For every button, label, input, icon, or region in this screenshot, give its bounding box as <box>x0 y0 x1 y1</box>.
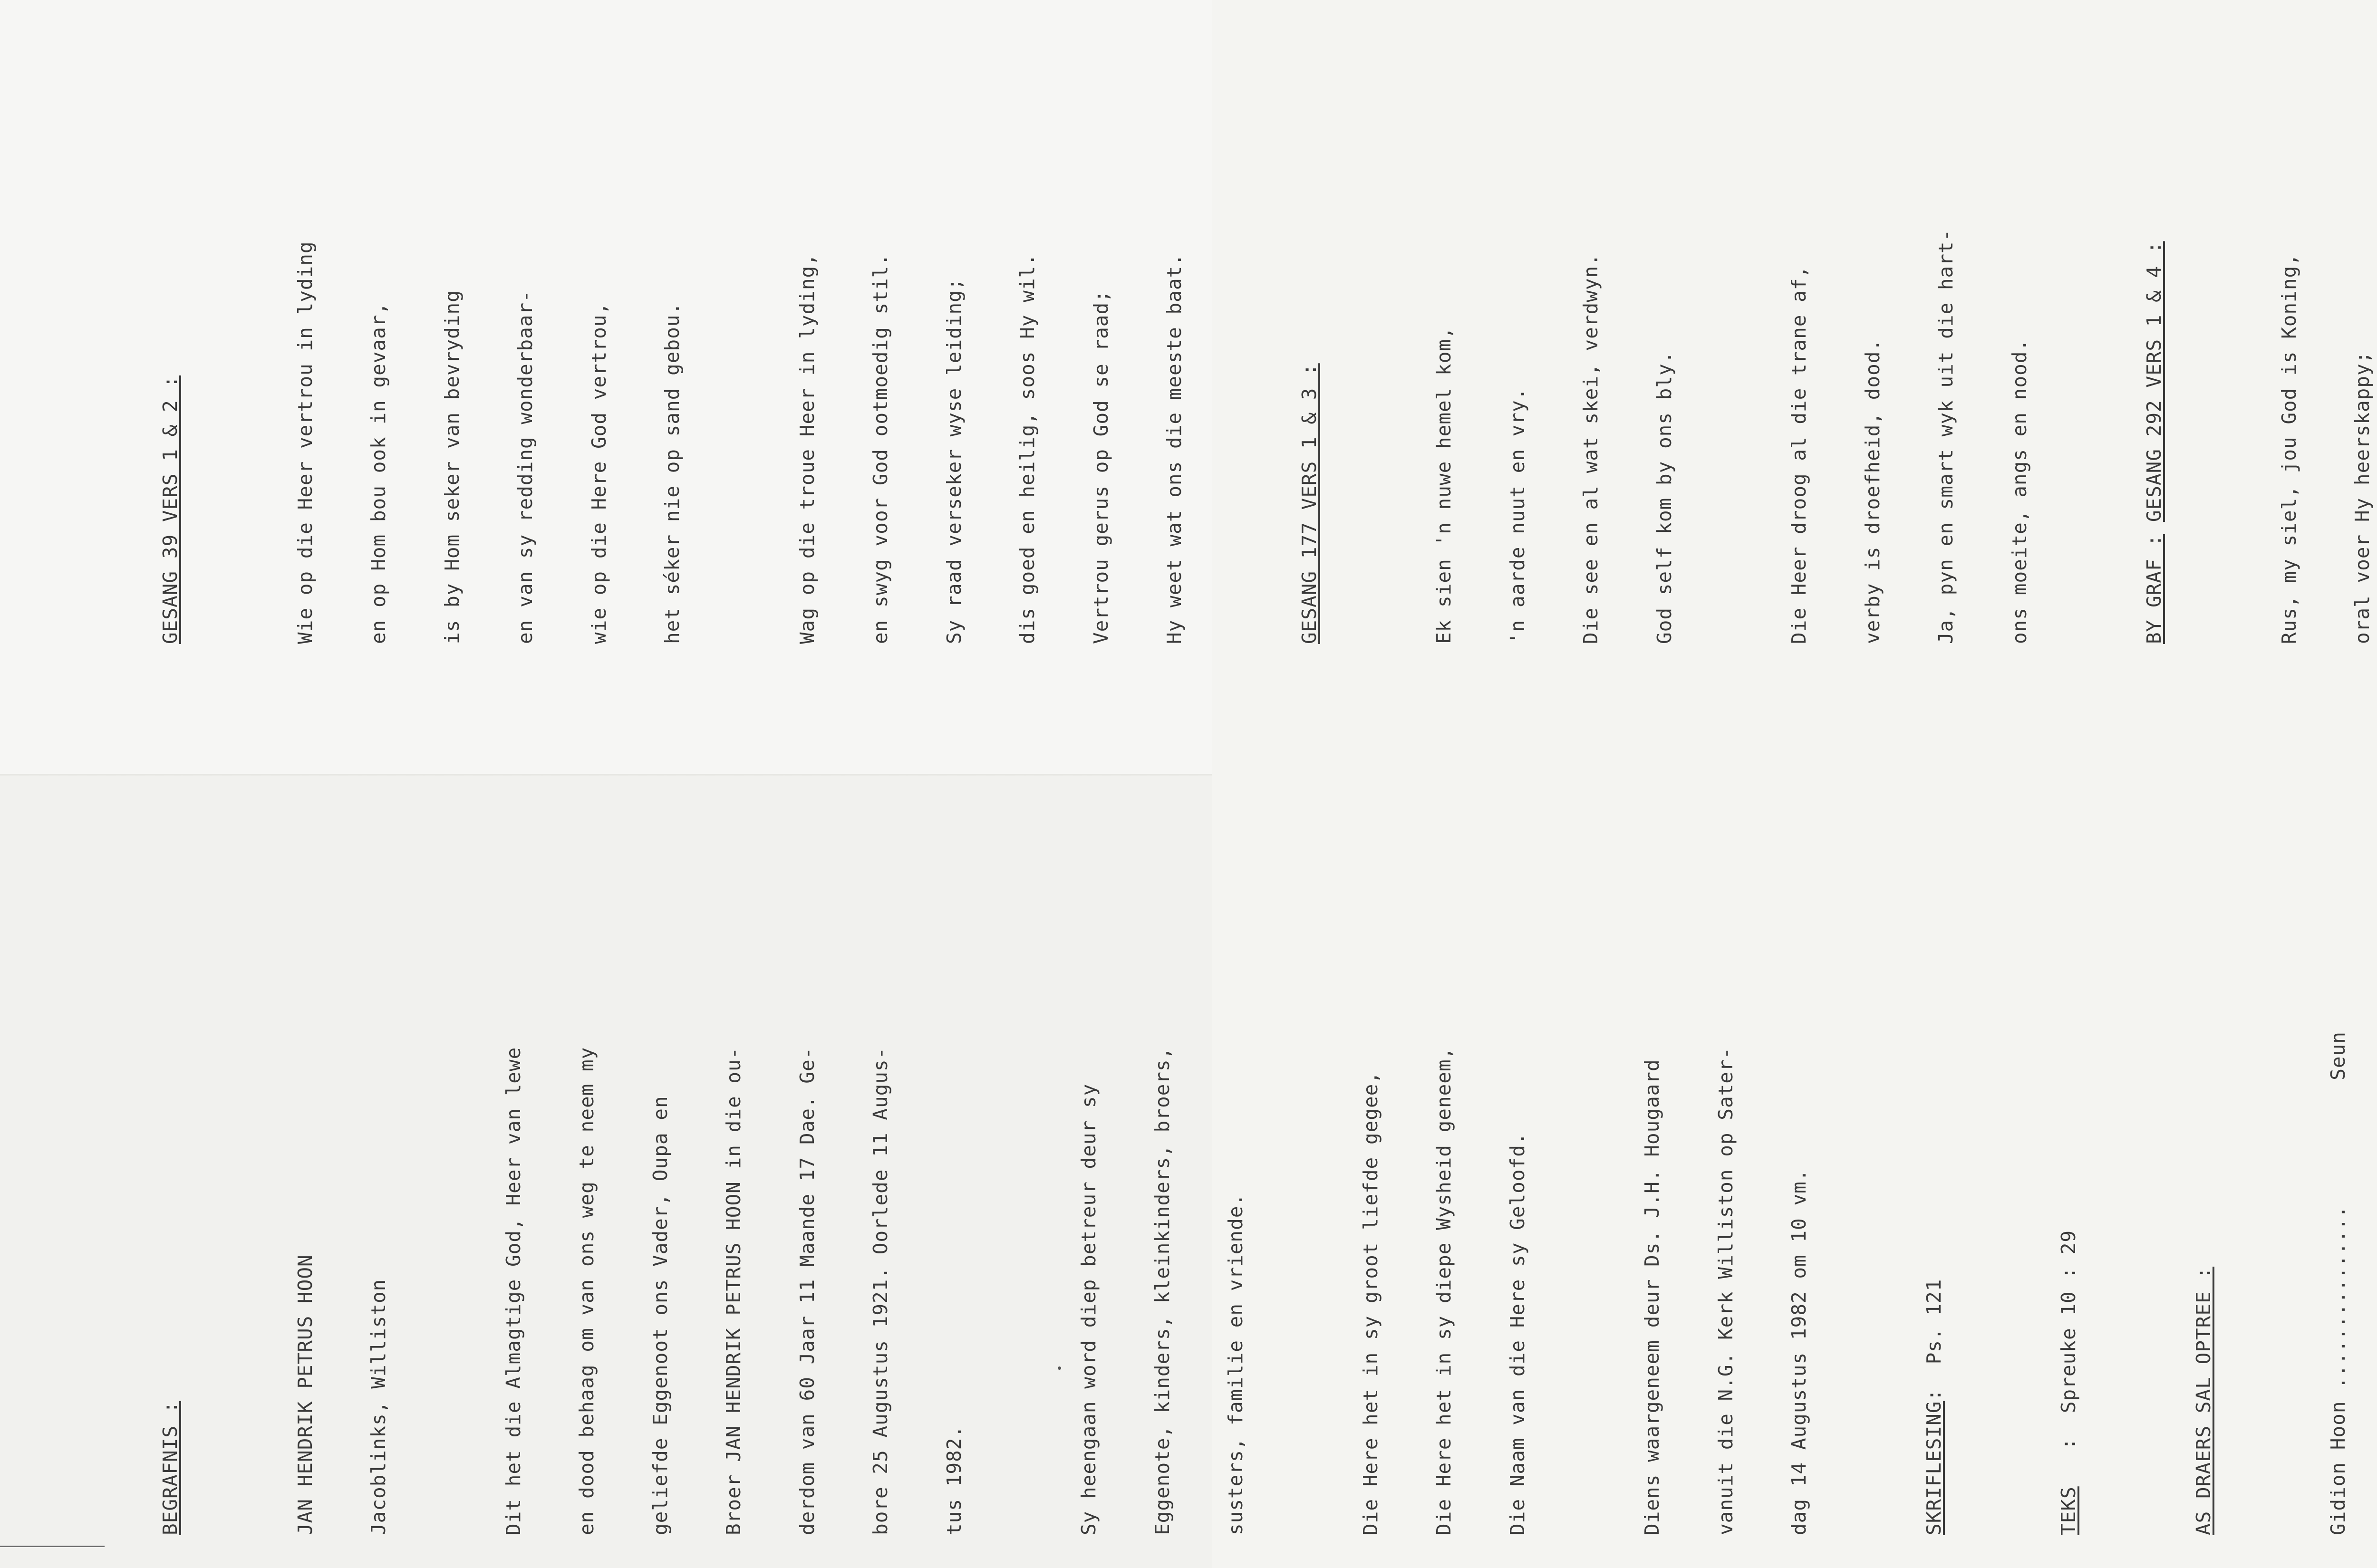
intro-line: bore 25 Augustus 1921. Oorlede 11 Augus- <box>869 1047 892 1535</box>
hymn2-heading: GESANG 177 VERS 1 & 3 : <box>1297 363 1321 644</box>
skriflesing-line <box>1922 846 1947 1535</box>
mourn-line: susters, familie en vriende. <box>1224 1193 1247 1535</box>
hymn-line: het séker nie op sand gebou. <box>661 302 684 644</box>
hymn-line: Ek sien 'n nuwe hemel kom, <box>1432 327 1455 644</box>
draers-heading: AS DRAERS SAL OPTREE : <box>2192 1266 2215 1535</box>
faith-line: Die Here het in sy diepe Wysheid geneem, <box>1432 1047 1455 1535</box>
funeral-notice <box>109 846 2349 1535</box>
hymn-line: Ja, pyn en smart wyk uit die hart- <box>1934 229 1957 644</box>
intro-line: geliefde Eggenoot ons Vader, Oupa en <box>648 1096 672 1535</box>
hymn-line: God self kom by ons bly. <box>1652 351 1676 644</box>
grave-hymn: GESANG 292 VERS 1 & 4 : <box>2143 241 2165 522</box>
hymn-line: Wag op die troue Heer in lyding, <box>795 253 819 644</box>
bearer-role: Seun <box>2327 1031 2349 1080</box>
intro-line: Broer JAN HENDRIK PETRUS HOON in die ou- <box>722 1047 745 1535</box>
hymn-line: 'n aarde nuut en vry. <box>1506 387 1529 644</box>
hymn-line: en op Hom bou ook in gevaar, <box>367 302 390 644</box>
deceased-residence: Jacoblinks, Williston <box>367 1279 390 1535</box>
hymn-line: en swyg voor God ootmoedig stil. <box>869 253 892 644</box>
hymn-line: Sy raad verseker wyse leiding; <box>942 278 966 644</box>
bearer-row <box>2326 1031 2351 1535</box>
hymn-line: is by Hom seker van bevryding <box>440 290 464 644</box>
intro-line: en dood behaag om van ons weg te neem my <box>575 1047 598 1535</box>
hymn-line: ons moeite, angs en nood. <box>2008 338 2031 644</box>
hymns-section <box>109 107 2374 644</box>
teks-value: : Spreuke 10 : 29 <box>2057 1230 2080 1487</box>
fold-line <box>0 774 1212 776</box>
faith-line: Die Naam van die Here sy Geloofd. <box>1506 1132 1529 1535</box>
hymn-line: Wie op die Heer vertrou in lyding <box>293 241 317 644</box>
hymn-line: Rus, my siel, jou God is Koning, <box>2277 253 2300 644</box>
hymn-line: dis goed en heilig, soos Hy wil. <box>1016 253 1039 644</box>
service-line: dag 14 Augustus 1982 om 10 vm. <box>1788 1169 1810 1535</box>
begrafnis-heading: BEGRAFNIS : <box>159 1401 182 1535</box>
hymn1-heading: GESANG 39 VERS 1 & 2 : <box>159 375 182 644</box>
skriflesing-label: SKRIFLESING <box>1922 1401 1945 1535</box>
intro-line: derdom van 60 Jaar 11 Maande 17 Dae. Ge- <box>795 1047 819 1535</box>
grave-heading <box>2142 107 2167 644</box>
service-line: vanuit die N.G. Kerk Williston op Sater- <box>1714 1047 1737 1535</box>
mourn-line: Eggenote, kinders, kleinkinders, broers, <box>1150 1047 1174 1535</box>
deceased-name: JAN HENDRIK PETRUS HOON <box>293 1254 317 1535</box>
bearer-name: Gidion Hoon ............... <box>2327 1205 2349 1535</box>
page-edge-line <box>0 1546 105 1547</box>
faith-line: Die Here het in sy groot liefde gegee, <box>1359 1071 1382 1535</box>
service-line: Diens waargeneem deur Ds. J.H. Hougaard <box>1641 1059 1663 1535</box>
hymn-line: en van sy redding wonderbaar- <box>514 290 537 644</box>
hymn-line: Die Heer droog al die trane af, <box>1788 265 1810 644</box>
grave-label: BY GRAF : <box>2143 534 2165 644</box>
hymn-line: oral voer Hy heerskappy; <box>2351 351 2374 644</box>
hymn-line: Hy weet wat ons die meeste baat. <box>1163 253 1186 644</box>
hymn-line: Vertrou gerus op God se raad; <box>1089 290 1112 644</box>
intro-line: Dit het die Almagtige God, Heer van lewe <box>502 1047 525 1535</box>
hymn-line: Die see en al wat skei, verdwyn. <box>1579 253 1602 644</box>
intro-line: tus 1982. <box>942 1425 966 1535</box>
teks-label: TEKS <box>2057 1486 2080 1535</box>
mourn-line: Sy heengaan word diep betreur deur sy <box>1077 1083 1100 1535</box>
hymn-line: wie op die Here God vertrou, <box>587 302 610 644</box>
hymn-line: verby is droefheid, dood. <box>1861 338 1884 644</box>
teks-line <box>2057 846 2081 1535</box>
skriflesing-value: : Ps. 121 <box>1922 1279 1945 1401</box>
